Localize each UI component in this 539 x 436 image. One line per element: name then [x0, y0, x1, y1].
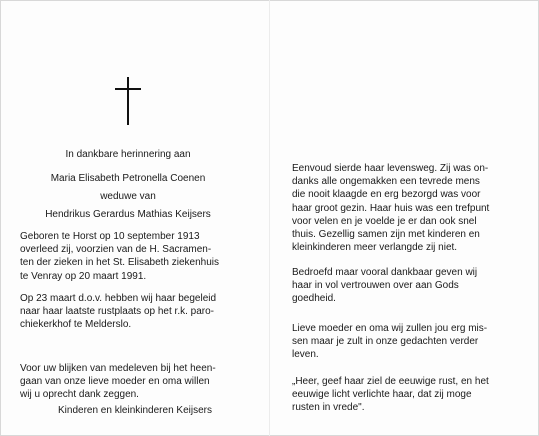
text-line: naar haar laatste rustplaats op het r.k. paro- [20, 306, 214, 318]
text-line: sen maar je zult in onze gedachten verder [292, 336, 479, 348]
text-line: goedheid. [292, 293, 336, 305]
relation-text: weduwe van [100, 191, 156, 202]
cross-icon [115, 77, 141, 125]
farewell-paragraph [292, 322, 514, 362]
signature: Kinderen en kleinkinderen Keijsers [58, 405, 212, 416]
faith-paragraph [292, 266, 514, 306]
deceased-name: Maria Elisabeth Petronella Coenen [50, 173, 206, 184]
text-line: voor velen en je voelde je er dan ook snel [292, 215, 477, 227]
text-line: haar groot gezin. Haar huis was een trefpunt [292, 202, 490, 214]
text-line: Op 23 maart d.o.v. hebben wij haar begeleid [20, 293, 217, 304]
text-line: wij u oprecht dank zeggen. [20, 389, 139, 401]
text-line: te Venray op 20 maart 1991. [20, 270, 147, 282]
text-line: die nooit klaagde en erg bezorgd was voor [292, 189, 481, 201]
text-line: eeuwige licht verlichte haar, dat zij moge [292, 389, 472, 401]
text-line: leven. [292, 349, 319, 361]
life-paragraph [292, 162, 514, 254]
text-line: Bedroefd maar vooral dankbaar geven wij [292, 267, 478, 278]
text-line: Eenvoud sierde haar levensweg. Zij was on- [292, 163, 489, 174]
text-line: Voor uw blijken van medeleven bij het heen- [20, 363, 216, 374]
text-line: kleinkinderen meer verlangde zij niet. [292, 242, 458, 254]
prayer-paragraph [292, 375, 514, 415]
text-line: „Heer, geef haar ziel de eeuwige rust, en het [292, 376, 489, 387]
spouse-name: Hendrikus Gerardus Mathias Keijsers [45, 209, 211, 220]
header-text: In dankbare herinnering aan [65, 149, 191, 160]
fold-line [269, 0, 270, 436]
text-line: overleed zij, voorzien van de H. Sacramen- [20, 244, 212, 256]
text-line: rusten in vrede". [292, 402, 365, 414]
text-line: Geboren te Horst op 10 september 1913 [20, 231, 200, 242]
text-line: gaan van onze lieve moeder en oma willen [20, 376, 210, 388]
text-line: ten der zieken in het St. Elisabeth ziekenhuis [20, 257, 220, 269]
text-line: thuis. Gezellig samen zijn met kinderen en [292, 229, 480, 241]
birth-death-paragraph [20, 230, 242, 283]
text-line: haar in vol vertrouwen over aan Gods [292, 280, 459, 292]
text-line: danks alle ongemakken een tevrede mens [292, 176, 480, 188]
burial-paragraph [20, 292, 242, 332]
text-line: Lieve moeder en oma wij zullen jou erg mis- [292, 323, 488, 334]
text-line: chiekerkhof te Melderslo. [20, 319, 132, 331]
thanks-paragraph [20, 362, 242, 402]
